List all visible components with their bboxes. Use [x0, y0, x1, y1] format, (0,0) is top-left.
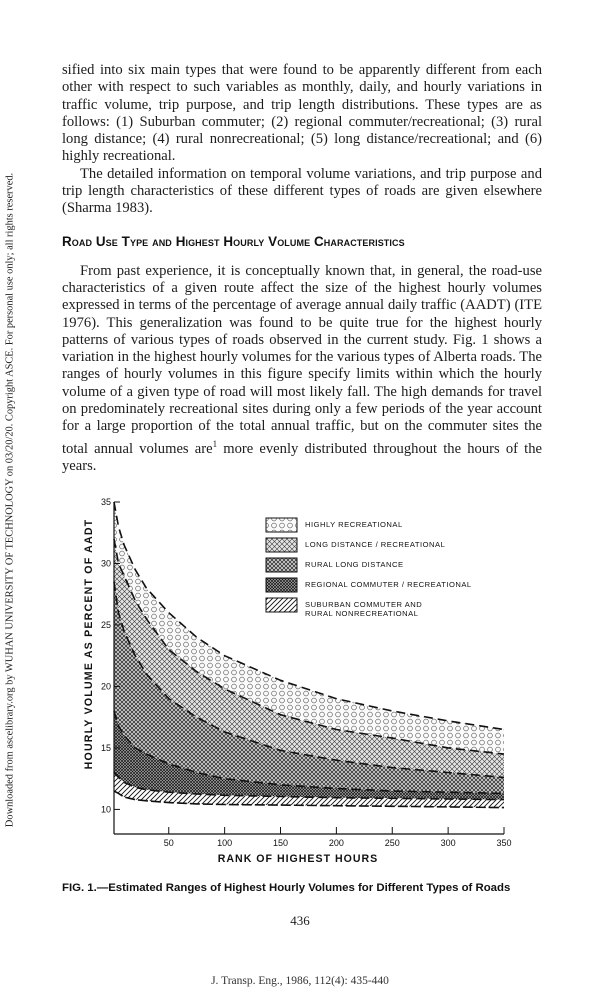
figure-label: FIG. 1.	[62, 882, 97, 894]
paragraph-text-main: From past experience, it is conceptually known that, in general, the road-use characteristics of a given route affect the size of the highest hourly volumes expressed in terms of the percentage of average annual daily traffic (AADT) (ITE 1976). This generalization was found to be quite true for the highest hourly patterns of various types of roads observed in the current study. Fig. 1 shows a variation in the highest hourly volumes for the various types of Alberta roads. The ranges of hourly volumes in this figure specify limits within which the hourly volume of a given type of road will most likely fall. The high demands for travel on predominately recreational sites during only a few periods of the year account for a large proportion of the total annual traffic, but on the commuter sites the total annual volumes are	[62, 262, 542, 457]
legend-label: RURAL NONRECREATIONAL	[305, 609, 419, 618]
x-tick-label: 300	[440, 838, 456, 848]
download-notice: Downloaded from ascelibrary.org by WUHAN UNIVERSITY OF TECHNOLOGY on 03/20/20. Copyright ASCE. For personal use only; all rights reserved.	[4, 172, 16, 828]
y-axis-label: HOURLY VOLUME AS PERCENT OF AADT	[83, 518, 95, 770]
download-notice-sidebar	[0, 0, 20, 1000]
article-body	[62, 62, 542, 475]
y-tick-label: 20	[100, 681, 111, 692]
y-tick-label: 35	[100, 497, 111, 507]
legend-label: SUBURBAN COMMUTER AND	[305, 600, 423, 609]
legend-swatch	[266, 598, 297, 612]
legend-swatch	[266, 558, 297, 572]
section-heading: Road Use Type and Highest Hourly Volume Characteristics	[62, 233, 405, 249]
legend-label: REGIONAL COMMUTER / RECREATIONAL	[305, 580, 472, 589]
x-tick-label: 150	[272, 838, 289, 848]
y-tick-label: 25	[100, 619, 111, 630]
legend-swatch	[266, 518, 297, 532]
y-tick-label: 30	[100, 558, 111, 569]
x-axis-ticks	[164, 827, 512, 848]
page-number: 436	[290, 913, 310, 928]
figure-caption-text: —Estimated Ranges of Highest Hourly Volumes for Different Types of Roads	[96, 882, 511, 894]
figure-caption	[62, 882, 552, 894]
x-tick-label: 350	[496, 838, 512, 848]
legend-swatch	[266, 578, 297, 592]
legend-swatch	[266, 538, 297, 552]
x-tick-label: 200	[328, 838, 344, 848]
paragraph-details-reference: The detailed information on temporal volume variations, and trip purpose and trip length characteristics of these different types of roads are given elsewhere (Sharma 1983).	[62, 165, 542, 217]
legend	[266, 518, 472, 618]
x-tick-label: 50	[163, 838, 174, 848]
legend-label: HIGHLY RECREATIONAL	[305, 520, 403, 529]
y-tick-label: 10	[100, 804, 111, 815]
legend-label: LONG DISTANCE / RECREATIONAL	[305, 540, 446, 549]
hourly-volume-chart	[62, 494, 542, 884]
x-tick-label: 250	[384, 838, 400, 848]
legend-label: RURAL LONG DISTANCE	[305, 560, 404, 569]
paragraph-road-types: sified into six main types that were found to be apparently different from each other with respect to such variables as monthly, daily, and hourly variations in traffic volume, trip purpose, and trip length distributions. These types are as follows: (1) Suburban commuter; (2) regional commuter/recreational; (3) rural long distance; (4) rural nonrecreational; (5) long distance/recreational; and (6) highly recreational.	[62, 62, 542, 165]
paragraph-text-end: more evenly distributed throughout the hours of the years.	[62, 440, 542, 474]
footnote-marker: 1	[212, 438, 218, 449]
y-tick-label: 15	[100, 742, 111, 753]
figure-1	[62, 494, 542, 884]
paragraph-road-use-characteristics	[62, 263, 542, 475]
x-tick-label: 100	[217, 838, 233, 848]
citation-footer: J. Transp. Eng., 1986, 112(4): 435-440	[211, 975, 389, 987]
x-axis-label: RANK OF HIGHEST HOURS	[217, 853, 379, 865]
